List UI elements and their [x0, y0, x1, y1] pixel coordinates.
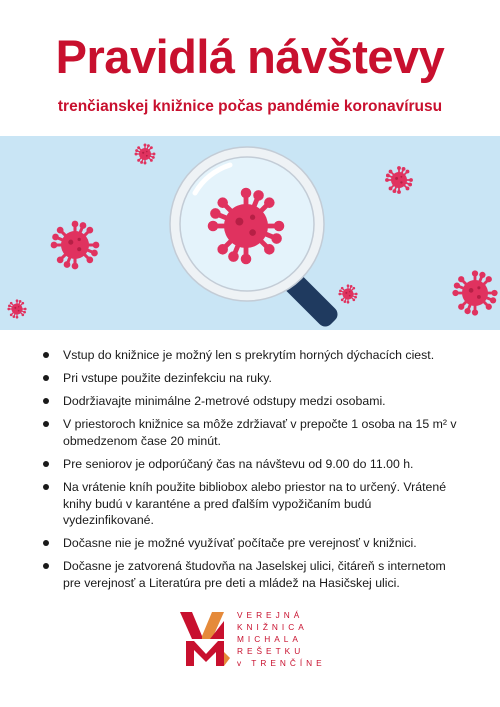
list-item: Pre seniorov je odporúčaný čas na návštevu od 9.00 do 11.00 h.: [40, 456, 460, 473]
list-item: Pri vstupe použite dezinfekciu na ruky.: [40, 370, 460, 387]
list-item: Dočasne nie je možné využívať počítače pre verejnosť v knižnici.: [40, 535, 460, 552]
bullet-icon: [43, 398, 49, 404]
list-item: Vstup do knižnice je možný len s prekrytím horných dýchacích ciest.: [40, 347, 460, 364]
bullet-icon: [43, 375, 49, 381]
vkmr-logo-icon: [180, 612, 230, 666]
library-logo: [180, 609, 350, 669]
logo-line: MICHALA: [237, 634, 302, 644]
bullet-icon: [43, 484, 49, 490]
rules-list: [40, 347, 460, 598]
bullet-icon: [43, 540, 49, 546]
logo-line: KNIŽNICA: [237, 622, 308, 632]
list-item: V priestoroch knižnice sa môže zdržiavať v prepočte 1 osoba na 15 m² v obmedzenom čase 20 minút.: [40, 416, 460, 449]
bullet-icon: [43, 563, 49, 569]
logo-text: [237, 609, 326, 669]
page-title: Pravidlá návštevy: [55, 30, 445, 83]
list-item: Dočasne je zatvorená študovňa na Jaselskej ulici, čitáreň s internetom pre verejnosť a Literatúra pre deti a mládež na Hasičskej ulici.: [40, 558, 460, 591]
virus-1: [51, 221, 100, 270]
logo-line: VEREJNÁ: [237, 610, 304, 620]
bullet-icon: [43, 352, 49, 358]
virus-5: [338, 284, 357, 303]
virus-4: [385, 166, 413, 194]
magnifier-virus-illustration: [0, 133, 500, 330]
bullet-icon: [43, 461, 49, 467]
list-item: Dodržiavajte minimálne 2-metrové odstupy medzi osobami.: [40, 393, 460, 410]
list-item: Na vrátenie kníh použite bibliobox alebo priestor na to určený. Vrátené knihy budú v karanténe a pred ďalším vypožičaním budú vydezinfikované.: [40, 479, 460, 529]
page-subtitle: trenčianskej knižnice počas pandémie koronavírusu: [57, 98, 443, 115]
bullet-icon: [43, 421, 49, 427]
virus-6: [452, 270, 497, 315]
logo-line: v TRENČÍNE: [237, 658, 326, 668]
virus-2: [135, 144, 156, 165]
virus-3: [7, 299, 26, 318]
logo-line: REŠETKU: [237, 646, 305, 656]
hero-illustration: [0, 133, 500, 330]
